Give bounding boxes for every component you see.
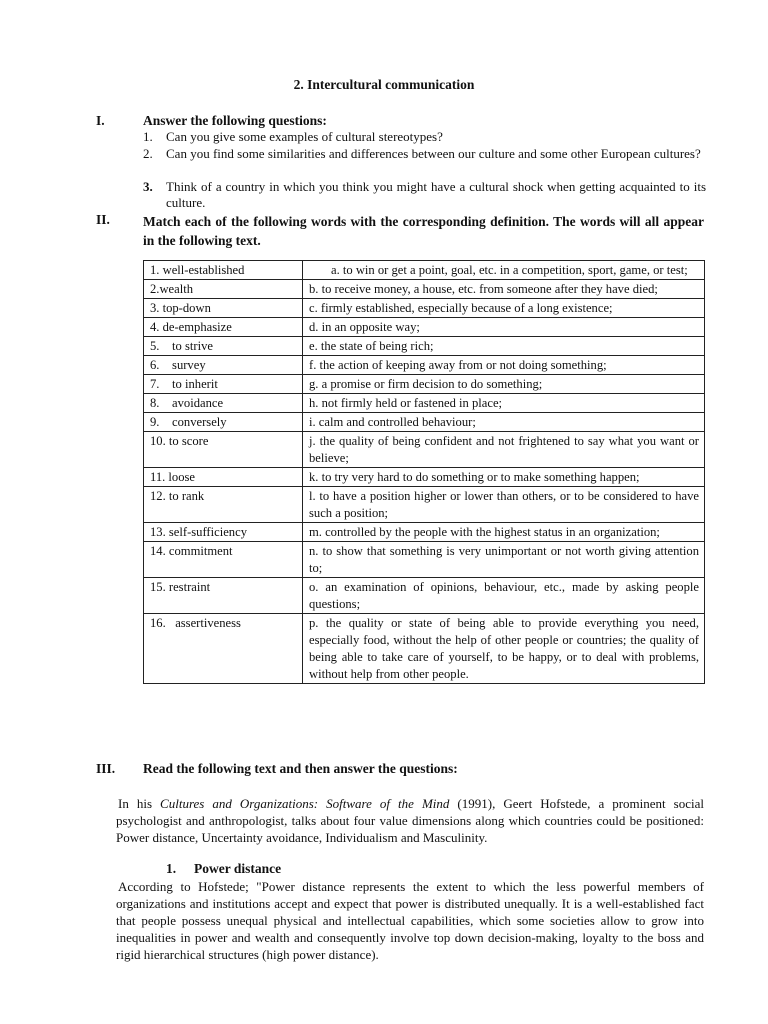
question-3-number: 3. [143,179,153,194]
definition-cell: m. controlled by the people with the highest status in an organization; [303,523,705,542]
table-row [144,413,705,432]
subsection-heading: Power distance [194,861,282,876]
section-2-numeral: II. [96,212,110,227]
table-row [144,614,705,684]
definition-cell: l. to have a position higher or lower than others, or to be considered to have such a position; [303,487,705,523]
definition-cell: e. the state of being rich; [303,337,705,356]
word-cell: 12. to rank [144,487,303,523]
section-1-heading: Answer the following questions: [143,113,327,128]
word-cell: 1. well-established [144,261,303,280]
definition-cell: g. a promise or firm decision to do something; [303,375,705,394]
question-3-text: Think of a country in which you think you might have a cultural shock when getting acquainted to its culture. [166,179,706,210]
table-row [144,337,705,356]
word-cell: 6. survey [144,356,303,375]
definition-cell: k. to try very hard to do something or to make something happen; [303,468,705,487]
question-1-number: 1. [143,129,153,144]
table-row [144,542,705,578]
word-cell: 4. de-emphasize [144,318,303,337]
intro-text-end: (1991), Geert Hofstede, a prominent social psychologist and anthropologist, talks about four value dimensions along which countries could be positioned: Power distance, Uncertainty avoidance, Individualism and Masculinity. [116,796,705,845]
question-1-text: Can you give some examples of cultural stereotypes? [166,129,443,144]
table-row [144,578,705,614]
subsection-number: 1. [166,861,177,876]
definition-cell: h. not firmly held or fastened in place; [303,394,705,413]
matching-table [143,260,705,684]
question-2-number: 2. [143,146,153,161]
section-2-heading: Match each of the following words with the corresponding definition. The words will all appear in the following text. [143,214,704,248]
word-cell: 2.wealth [144,280,303,299]
word-cell: 3. top-down [144,299,303,318]
definition-cell: d. in an opposite way; [303,318,705,337]
table-row [144,432,705,468]
question-2-text: Can you find some similarities and differences between our culture and some other European cultures? [166,146,701,161]
definition-cell: p. the quality or state of being able to provide everything you need, especially food, without the help of other people or countries; the quality of being able to take care of yourself, to be happy, or to deal with problems, without help from other people. [303,614,705,684]
book-title: Cultures and Organizations: Software of the Mind [160,796,450,811]
intro-paragraph [116,795,704,846]
table-row [144,280,705,299]
definition-cell: i. calm and controlled behaviour; [303,413,705,432]
table-row [144,375,705,394]
word-cell: 15. restraint [144,578,303,614]
table-row [144,299,705,318]
definition-cell: c. firmly established, especially because of a long existence; [303,299,705,318]
word-cell: 16. assertiveness [144,614,303,684]
word-cell: 10. to score [144,432,303,468]
definition-cell: b. to receive money, a house, etc. from someone after they have died; [303,280,705,299]
table-row [144,468,705,487]
definition-cell: f. the action of keeping away from or not doing something; [303,356,705,375]
table-row [144,487,705,523]
definition-cell: j. the quality of being confident and not frightened to say what you want or believe; [303,432,705,468]
word-cell: 7. to inherit [144,375,303,394]
section-3-heading: Read the following text and then answer the questions: [143,761,458,776]
word-cell: 13. self-sufficiency [144,523,303,542]
power-distance-paragraph: According to Hofstede; "Power distance represents the extent to which the less powerful members of organizations and institutions accept and expect that power is distributed unequally. It is a well-established fact that people possess unequal physical and intellectual capabilities, which some societies allow to grow into inequalities in power and wealth and consequently involve top down decision-making, loyalty to the boss and rigid hierarchical structures (high power distance). [116,879,704,962]
word-cell: 9. conversely [144,413,303,432]
table-row [144,261,705,280]
definition-cell: o. an examination of opinions, behaviour, etc., made by asking people questions; [303,578,705,614]
word-cell: 5. to strive [144,337,303,356]
definition-cell: a. to win or get a point, goal, etc. in a competition, sport, game, or test; [303,261,705,280]
table-row [144,356,705,375]
table-row [144,394,705,413]
word-cell: 8. avoidance [144,394,303,413]
section-3-numeral: III. [96,761,116,776]
word-cell: 14. commitment [144,542,303,578]
section-1-numeral: I. [96,113,105,128]
table-row [144,318,705,337]
word-cell: 11. loose [144,468,303,487]
intro-text-start: In his [118,796,161,811]
table-row [144,523,705,542]
definition-cell: n. to show that something is very unimportant or not worth giving attention to; [303,542,705,578]
page-title: 2. Intercultural communication [293,77,475,92]
